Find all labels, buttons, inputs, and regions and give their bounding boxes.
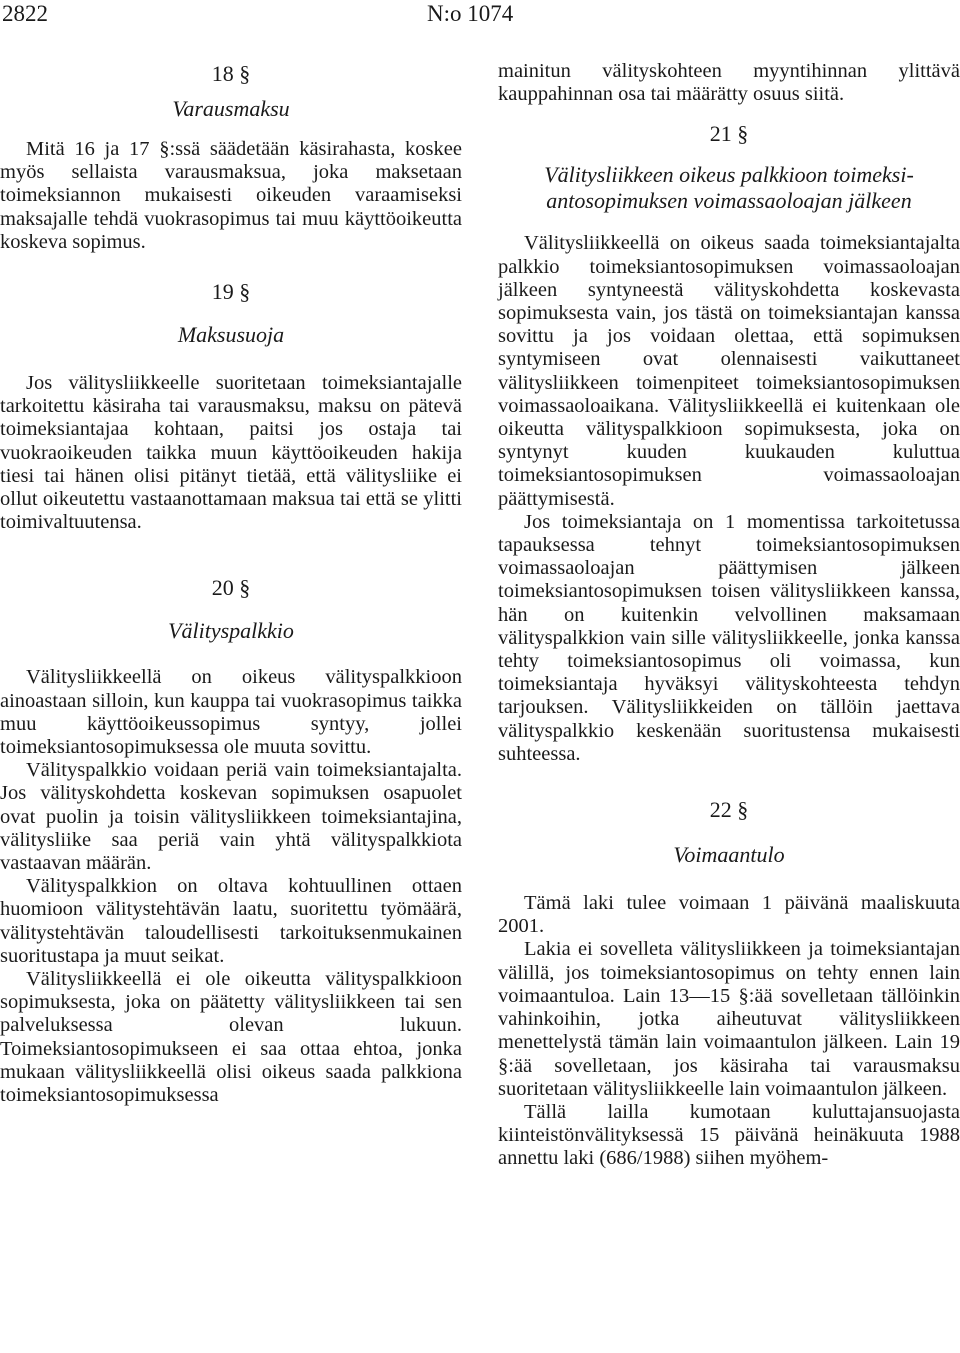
section-title: Välityspalkkio: [168, 618, 294, 644]
document-number: N:o 1074: [427, 1, 514, 26]
section-number: 19 §: [211, 279, 251, 305]
paragraph: Lakia ei sovelleta välitysliikkeen ja toimeksiantajan välillä, jos toimeksiantosopimus on tehty ennen lain voimaantuloa. Lain 13—15 §:ää sovelletaan tällöinkin vahinkoihin, jotka aiheutuvat välitysliikkeen menettelystä tämän lain voimaantulon jälkeen. Lain 19 §:ää sovelletaan, jos käsiraha tai varausmaksu suoritetaan välitysliikkeelle lain voimaantulon jälkeen.: [498, 938, 960, 1100]
section-title: Voimaantulo: [673, 842, 785, 868]
section-18: [0, 60, 462, 254]
paragraph: Jos välitysliikkeelle suoritetaan toimeksiantajalle tarkoitettu käsiraha tai varausmaksu, maksu on pätevä toimeksiantajaa kohtaan, paitsi jos ostaja tai vuokraoikeuden taikka muun käyttöoikeuden hakija tiesi tai hänen olisi pitänyt tietää, että välitysliike ei ollut oikeutettu vastaanottamaan maksua tai että se ylitti toimivaltuutensa.: [0, 372, 462, 534]
page-number: 2822: [2, 1, 48, 26]
paragraph: Välityspalkkio voidaan periä vain toimeksiantajalta. Jos välityskohdetta koskevan sopimuksen osapuolet ovat puolin ja toisin välitysliikkeen toimeksiantajina, välitysliike saa periä vain yhtä välityspalkkiota vastaavan määrän.: [0, 759, 462, 875]
section-22: [498, 796, 960, 1170]
paragraph: Tämä laki tulee voimaan 1 päivänä maaliskuuta 2001.: [498, 892, 960, 938]
section-title: Maksusuoja: [177, 322, 285, 348]
section-number: 21 §: [709, 121, 749, 147]
paragraph: Välitysliikkeellä on oikeus saada toimeksiantajalta palkkio toimeksiantosopimuksen voimassaoloajan jälkeen syntyneestä välityskohdetta koskevasta sopimuksesta vain, jos tästä on toimeksiantajan kanssa sovittu ja jos voidaan olettaa, että sopimuksen syntymiseen ovat olennaisesti vaikuttaneet välitysliikkeen toimenpiteet toimeksiantosopimuksen voimassaoloaikana. Välitysliikkeellä ei kuitenkaan ole oikeutta välityspalkkioon sopimuksesta, joka on syntynyt kuuden kuukauden kuluttua toimeksiantosopimuksen voimassaoloajan päättymisestä.: [498, 232, 960, 510]
section-title-line-1: Välitysliikkeen oikeus palkkioon toimeksi-: [544, 162, 914, 188]
section-number: 18 §: [211, 61, 251, 86]
section-title-line-2: antosopimuksen voimassaoloajan jälkeen: [546, 188, 912, 214]
paragraph: Välityspalkkion on oltava kohtuullinen ottaen huomioon välitystehtävän laatu, suoritettu työmäärä, välitystehtävän taloudellisesti tarkoituksenmukainen suoritustapa ja muut seikat.: [0, 875, 462, 967]
page-header: [0, 0, 960, 40]
section-title: Varausmaksu: [172, 96, 290, 121]
right-column: [498, 60, 960, 1171]
continued-paragraph: mainitun välityskohteen myyntihinnan ylittävä kauppahinnan osa tai määrätty osuus siitä.: [498, 60, 960, 106]
section-number: 20 §: [211, 575, 251, 601]
paragraph: Tällä lailla kumotaan kuluttajansuojasta kiinteistönvälityksessä 15 päivänä heinäkuuta 1988 annettu laki (686/1988) siihen myöhem-: [498, 1100, 960, 1170]
left-column: [0, 60, 462, 1107]
paragraph: Jos toimeksiantaja on 1 momentissa tarkoitetussa tapauksessa tehnyt toimeksiantosopimuksen voimassaoloajan päättymisen jälkeen toimeksiantosopimuksen toisen välitysliikkeen kanssa, hän on kuitenkin velvollinen maksamaan välityspalkkion vain sille välitysliikkeelle, jonka kanssa tehty toimeksiantosopimus oli voimassa, kun toimeksiantaja hyväksyi välityskohteesta tehdyn tarjouksen. Välitysliikkeiden on tällöin jaettava välityspalkkio keskenään suoritustensa mukaisesti suhteessa.: [498, 510, 960, 765]
section-number: 22 §: [709, 797, 749, 823]
paragraph: Mitä 16 ja 17 §:ssä säädetään käsirahasta, koskee myös sellaista varausmaksua, joka maksetaan toimeksiannon mukaisesti oikeuden varaamiseksi maksajalle tehdä vuokrasopimus tai muu käyttöoikeutta koskeva sopimus.: [0, 138, 462, 253]
section-19: [0, 278, 462, 534]
paragraph: Välitysliikkeellä on oikeus välityspalkkioon ainoastaan silloin, kun kauppa tai vuokrasopimus taikka muu käyttöoikeussopimus syntyy, jollei toimeksiantosopimuksessa ole muuta sovittu.: [0, 666, 462, 759]
paragraph: Välitysliikkeellä ei ole oikeutta välityspalkkioon sopimuksesta, joka on päätetty välitysliikkeen tai sen palveluksessa olevan lukuun. Toimeksiantosopimukseen ei saa ottaa ehtoa, jonka mukaan välitysliikkeellä olisi oikeus saada palkkiona toimeksiantosopimuksessa: [0, 968, 462, 1107]
section-21: [498, 120, 960, 766]
section-20: [0, 574, 462, 1107]
